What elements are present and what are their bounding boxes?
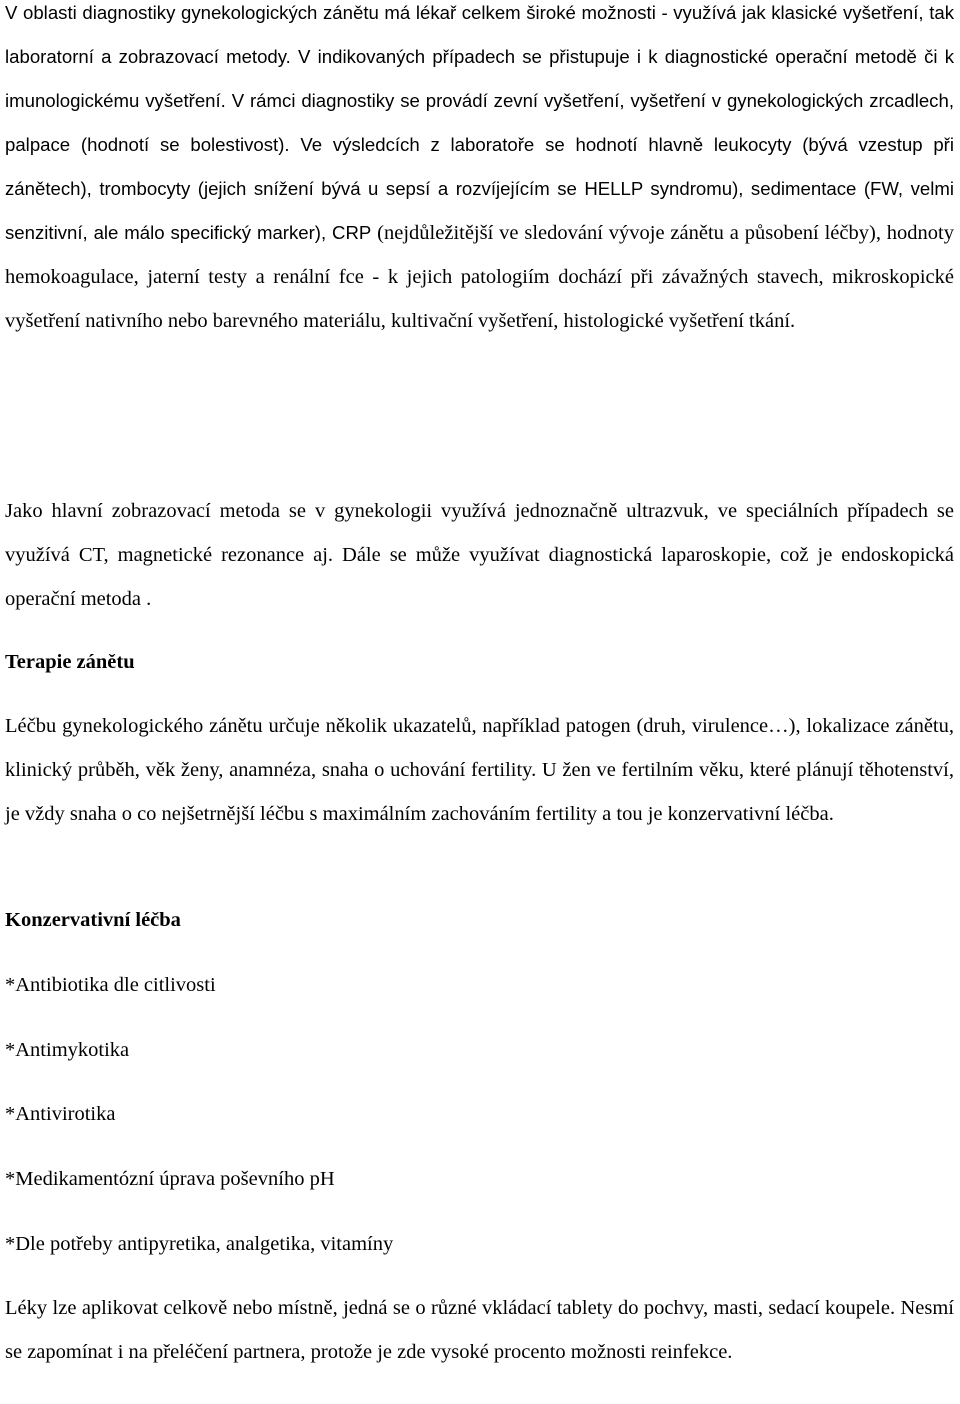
section-heading-therapy: Terapie zánětu (5, 651, 135, 673)
list-item: *Antibiotika dle citlivosti (5, 974, 216, 996)
list-item: *Antivirotika (5, 1103, 116, 1125)
diagnostics-paragraph (5, 0, 954, 343)
section-heading-conservative: Konzervativní léčba (5, 909, 181, 931)
diagnostics-text-sans: V oblasti diagnostiky gynekologických zánětu má lékař celkem široké možnosti - využívá jak klasické vyšetření, tak laboratorní a zobrazovací metody. V indikovaných případech se přistupuje i k diagnostické operační metodě či k imunologickému vyšetření. V rámci diagnostiky se provádí zevní vyšetření, vyšetření v gynekologických zrcadlech, palpace (hodnotí se bolestivost). Ve výsledcích z laboratoře se hodnotí hlavně leukocyty (bývá vzestup při zánětech), trombocyty (jejich snížení bývá u sepsí a rozvíjejícím se HELLP syndromu), sedimentace (FW, velmi senzitivní, ale málo specifický marker), CRP (5, 2, 954, 243)
diagnostics-text-serif: (nejdůležitější ve sledování vývoje zánětu a působení léčby), hodnoty hemokoagulace, jaterní testy a renální fce - k jejich patologiím dochází při závažných stavech, mikroskopické vyšetření nativního nebo barevného materiálu, kultivační vyšetření, histologické vyšetření tkání. (5, 222, 954, 332)
list-item: *Antimykotika (5, 1039, 130, 1061)
application-paragraph: Léky lze aplikovat celkově nebo místně, jedná se o různé vkládací tablety do pochvy, masti, sedací koupele. Nesmí se zapomínat i na přeléčení partnera, protože je zde vysoké procento možnosti reinfekce. (5, 1297, 954, 1363)
list-item: *Medikamentózní úprava poševního pH (5, 1168, 335, 1190)
therapy-paragraph: Léčbu gynekologického zánětu určuje několik ukazatelů, například patogen (druh, virulence…), lokalizace zánětu, klinický průběh, věk ženy, anamnéza, snaha o uchování fertility. U žen ve fertilním věku, které plánují těhotenství, je vždy snaha o co nejšetrnější léčbu s maximálním zachováním fertility a tou je konzervativní léčba. (5, 715, 954, 825)
list-item: *Dle potřeby antipyretika, analgetika, vitamíny (5, 1233, 394, 1255)
imaging-paragraph: Jako hlavní zobrazovací metoda se v gynekologii využívá jednoznačně ultrazvuk, ve speciálních případech se využívá CT, magnetické rezonance aj. Dále se může využívat diagnostická laparoskopie, což je endoskopická operační metoda . (5, 500, 954, 610)
